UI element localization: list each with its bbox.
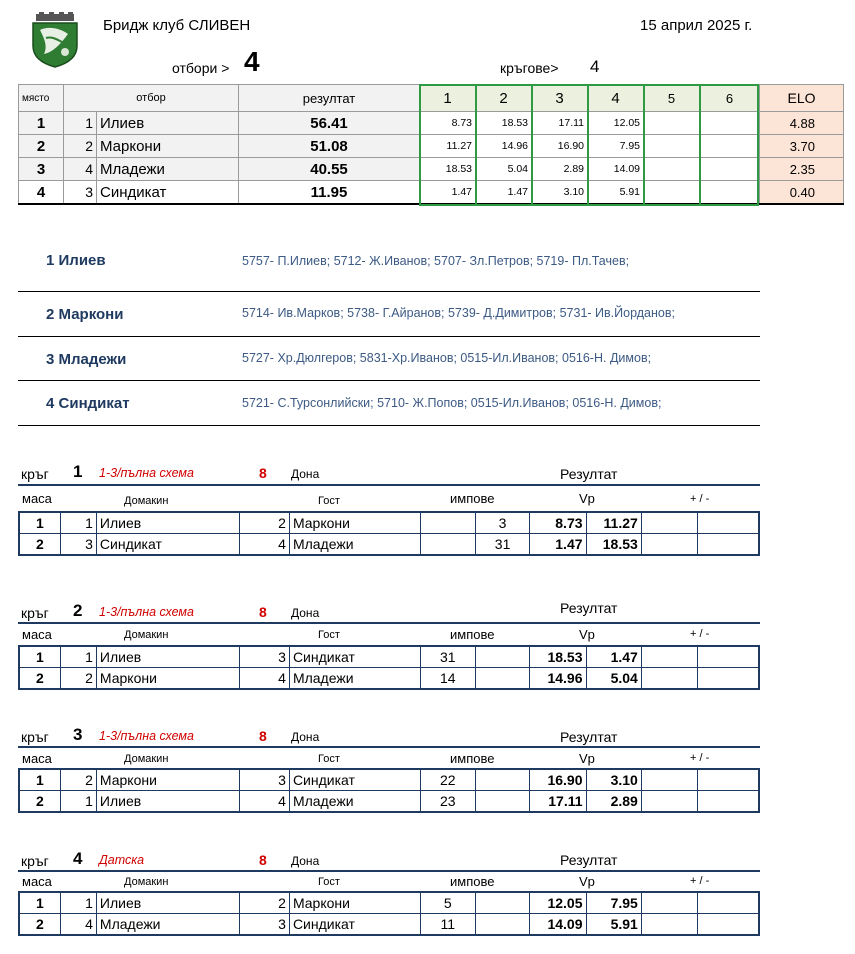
guest-imps (475, 646, 529, 668)
team-name: Младежи (97, 158, 239, 181)
roster-team: 1 Илиев (46, 252, 106, 269)
round-4-header: 4 (588, 85, 644, 112)
match-row (19, 646, 759, 668)
home-vp: 14.09 (530, 914, 586, 936)
plusminus-cell (641, 914, 697, 936)
round-score (644, 135, 700, 158)
round-1-table (18, 511, 760, 556)
team-number: 4 (64, 158, 97, 181)
match-row (19, 769, 759, 791)
place-header: място (19, 85, 64, 112)
round-header-line (18, 870, 760, 872)
place: 3 (19, 158, 64, 181)
boards-label: Дона (291, 730, 320, 744)
round-score: 11.27 (420, 135, 476, 158)
guest-number: 4 (239, 534, 289, 556)
round-2-header: 2 (476, 85, 532, 112)
guest-col-header: Гост (318, 753, 340, 765)
team-number: 2 (64, 135, 97, 158)
plusminus-cell (641, 668, 697, 690)
table-number: 2 (19, 534, 60, 556)
total-score: 56.41 (239, 112, 420, 135)
home-team: Маркони (96, 769, 239, 791)
team-name: Илиев (97, 112, 239, 135)
guest-team: Маркони (289, 512, 420, 534)
team-name: Маркони (97, 135, 239, 158)
guest-team: Синдикат (289, 769, 420, 791)
match-row (19, 512, 759, 534)
home-team: Илиев (96, 646, 239, 668)
home-team: Синдикат (96, 534, 239, 556)
home-vp: 16.90 (530, 769, 586, 791)
plusminus-cell (641, 512, 697, 534)
guest-number: 2 (239, 512, 289, 534)
home-vp: 8.73 (530, 512, 586, 534)
guest-imps (475, 791, 529, 813)
standings-row (19, 158, 844, 181)
roster-divider (18, 380, 760, 381)
guest-vp: 5.04 (586, 668, 641, 690)
home-number: 4 (60, 914, 96, 936)
plusminus-cell (641, 534, 697, 556)
plusminus-cell (698, 791, 759, 813)
home-team: Младежи (96, 914, 239, 936)
imps-col-header: импове (450, 751, 495, 766)
match-row (19, 534, 759, 556)
elo-value: 4.88 (760, 112, 844, 135)
standings-table (18, 84, 844, 205)
home-vp: 18.53 (530, 646, 586, 668)
round-score: 17.11 (532, 112, 588, 135)
round-score: 16.90 (532, 135, 588, 158)
table-col-header: маса (22, 874, 52, 889)
club-crest-icon (30, 12, 80, 68)
home-number: 3 (60, 534, 96, 556)
guest-team: Младежи (289, 791, 420, 813)
round-score (644, 181, 700, 205)
round-boards: 8 (259, 465, 267, 481)
plusminus-cell (698, 769, 759, 791)
guest-imps (475, 892, 529, 914)
elo-header: ELO (760, 85, 844, 112)
round-6-header: 6 (700, 85, 760, 112)
match-row (19, 914, 759, 936)
roster-players: 5721- С.Турсонлийски; 5710- Ж.Попов; 0515-Ил.Иванов; 0516-Н. Димов; (242, 396, 662, 410)
guest-vp: 2.89 (586, 791, 641, 813)
total-score: 51.08 (239, 135, 420, 158)
plusminus-col-header: + / - (690, 628, 710, 640)
teams-count: 4 (244, 46, 260, 77)
guest-team: Младежи (289, 534, 420, 556)
table-col-header: маса (22, 751, 52, 766)
plusminus-cell (641, 791, 697, 813)
home-col-header: Домакин (124, 876, 169, 888)
round-label: кръг (21, 605, 49, 621)
boards-label: Дона (291, 467, 320, 481)
guest-vp: 1.47 (586, 646, 641, 668)
tournament-date: 15 април 2025 г. (640, 17, 753, 34)
round-scheme: 1-3/пълна схема (99, 466, 194, 480)
imps-col-header: импове (450, 491, 495, 506)
plusminus-cell (641, 892, 697, 914)
home-imps: 31 (420, 646, 475, 668)
guest-number: 4 (239, 668, 289, 690)
home-vp: 1.47 (530, 534, 586, 556)
team-number: 3 (64, 181, 97, 205)
round-3-table (18, 768, 760, 813)
home-imps: 14 (420, 668, 475, 690)
elo-value: 2.35 (760, 158, 844, 181)
plusminus-cell (698, 668, 759, 690)
plusminus-cell (698, 892, 759, 914)
home-imps (420, 512, 475, 534)
round-score: 8.73 (420, 112, 476, 135)
standings-row (19, 135, 844, 158)
rounds-count: 4 (590, 57, 600, 76)
home-team: Илиев (96, 892, 239, 914)
home-number: 1 (60, 892, 96, 914)
round-2-table (18, 645, 760, 690)
roster-players: 5757- П.Илиев; 5712- Ж.Иванов; 5707- Зл.Петров; 5719- Пл.Тачев; (242, 254, 630, 268)
round-number: 2 (73, 601, 83, 620)
home-imps: 23 (420, 791, 475, 813)
guest-col-header: Гост (318, 876, 340, 888)
place: 4 (19, 181, 64, 205)
roster-team: 3 Младежи (46, 351, 127, 368)
home-number: 2 (60, 668, 96, 690)
result-label: Резултат (560, 852, 618, 868)
guest-team: Маркони (289, 892, 420, 914)
home-vp: 12.05 (530, 892, 586, 914)
guest-team: Синдикат (289, 914, 420, 936)
roster-team: 2 Маркони (46, 306, 124, 323)
round-boards: 8 (259, 852, 267, 868)
home-imps (420, 534, 475, 556)
home-number: 1 (60, 512, 96, 534)
guest-vp: 3.10 (586, 769, 641, 791)
guest-imps: 3 (475, 512, 529, 534)
round-score: 5.91 (588, 181, 644, 205)
table-col-header: маса (22, 491, 52, 506)
round-score (700, 135, 760, 158)
imps-col-header: импове (450, 627, 495, 642)
round-boards: 8 (259, 604, 267, 620)
round-scheme: 1-3/пълна схема (99, 605, 194, 619)
round-3-header: 3 (532, 85, 588, 112)
home-col-header: Домакин (124, 495, 169, 507)
home-imps: 22 (420, 769, 475, 791)
place: 2 (19, 135, 64, 158)
teams-label: отбори > (172, 60, 230, 76)
boards-label: Дона (291, 854, 320, 868)
rounds-label: кръгове> (500, 60, 559, 76)
home-team: Илиев (96, 512, 239, 534)
round-number: 1 (73, 462, 83, 481)
table-number: 2 (19, 914, 60, 936)
plusminus-col-header: + / - (690, 875, 710, 887)
imps-col-header: импове (450, 874, 495, 889)
guest-team: Синдикат (289, 646, 420, 668)
guest-imps (475, 668, 529, 690)
guest-vp: 18.53 (586, 534, 641, 556)
guest-col-header: Гост (318, 629, 340, 641)
result-label: Резултат (560, 600, 618, 616)
table-number: 2 (19, 791, 60, 813)
round-score (700, 181, 760, 205)
vp-col-header: Vp (579, 751, 595, 766)
table-number: 1 (19, 769, 60, 791)
plusminus-cell (641, 646, 697, 668)
table-number: 2 (19, 668, 60, 690)
table-col-header: маса (22, 627, 52, 642)
round-4-table (18, 891, 760, 936)
plusminus-cell (698, 914, 759, 936)
roster-divider (18, 336, 760, 337)
club-name: Бридж клуб СЛИВЕН (103, 17, 251, 34)
team-name: Синдикат (97, 181, 239, 205)
table-number: 1 (19, 512, 60, 534)
round-score: 14.96 (476, 135, 532, 158)
guest-vp: 7.95 (586, 892, 641, 914)
round-scheme: 1-3/пълна схема (99, 729, 194, 743)
guest-imps: 31 (475, 534, 529, 556)
round-score: 2.89 (532, 158, 588, 181)
round-header-line (18, 746, 760, 748)
round-score (644, 112, 700, 135)
guest-number: 4 (239, 791, 289, 813)
home-col-header: Домакин (124, 753, 169, 765)
guest-imps (475, 914, 529, 936)
round-5-header: 5 (644, 85, 700, 112)
round-label: кръг (21, 466, 49, 482)
round-header-line (18, 484, 760, 486)
home-number: 2 (60, 769, 96, 791)
round-label: кръг (21, 729, 49, 745)
total-score: 11.95 (239, 181, 420, 205)
round-1-header: 1 (420, 85, 476, 112)
guest-vp: 11.27 (586, 512, 641, 534)
plusminus-cell (698, 646, 759, 668)
home-team: Маркони (96, 668, 239, 690)
vp-col-header: Vp (579, 627, 595, 642)
roster-team: 4 Синдикат (46, 395, 130, 412)
guest-vp: 5.91 (586, 914, 641, 936)
home-team: Илиев (96, 791, 239, 813)
roster-players: 5714- Ив.Марков; 5738- Г.Айранов; 5739- Д.Димитров; 5731- Ив.Йорданов; (242, 306, 675, 320)
plusminus-cell (698, 534, 759, 556)
round-score: 1.47 (420, 181, 476, 205)
result-header: резултат (239, 85, 420, 112)
plusminus-cell (698, 512, 759, 534)
round-score: 5.04 (476, 158, 532, 181)
round-score: 1.47 (476, 181, 532, 205)
standings-row (19, 112, 844, 135)
home-imps: 5 (420, 892, 475, 914)
roster-players: 5727- Хр.Дюлгеров; 5831-Хр.Иванов; 0515-Ил.Иванов; 0516-Н. Димов; (242, 351, 652, 365)
match-row (19, 668, 759, 690)
guest-team: Младежи (289, 668, 420, 690)
table-number: 1 (19, 892, 60, 914)
elo-value: 0.40 (760, 181, 844, 205)
result-label: Резултат (560, 466, 618, 482)
round-score: 3.10 (532, 181, 588, 205)
standings-header-row (19, 85, 844, 112)
round-score (700, 112, 760, 135)
vp-col-header: Vp (579, 874, 595, 889)
plusminus-col-header: + / - (690, 493, 710, 505)
round-label: кръг (21, 853, 49, 869)
roster-divider (18, 425, 760, 426)
round-header-line (18, 622, 760, 624)
home-col-header: Домакин (124, 629, 169, 641)
guest-col-header: Гост (318, 495, 340, 507)
round-score (644, 158, 700, 181)
round-boards: 8 (259, 728, 267, 744)
team-number: 1 (64, 112, 97, 135)
elo-value: 3.70 (760, 135, 844, 158)
team-header: отбор (64, 85, 239, 112)
home-number: 1 (60, 791, 96, 813)
home-imps: 11 (420, 914, 475, 936)
round-score: 18.53 (420, 158, 476, 181)
match-row (19, 892, 759, 914)
result-label: Резултат (560, 729, 618, 745)
round-number: 3 (73, 725, 83, 744)
guest-number: 3 (239, 646, 289, 668)
round-scheme: Датска (99, 853, 145, 867)
home-number: 1 (60, 646, 96, 668)
roster-divider (18, 291, 760, 292)
match-row (19, 791, 759, 813)
place: 1 (19, 112, 64, 135)
guest-imps (475, 769, 529, 791)
round-score: 14.09 (588, 158, 644, 181)
round-score: 18.53 (476, 112, 532, 135)
total-score: 40.55 (239, 158, 420, 181)
home-vp: 14.96 (530, 668, 586, 690)
guest-number: 3 (239, 769, 289, 791)
guest-number: 3 (239, 914, 289, 936)
round-score (700, 158, 760, 181)
table-number: 1 (19, 646, 60, 668)
plusminus-col-header: + / - (690, 752, 710, 764)
vp-col-header: Vp (579, 491, 595, 506)
standings-row (19, 181, 844, 205)
home-vp: 17.11 (530, 791, 586, 813)
guest-number: 2 (239, 892, 289, 914)
round-score: 7.95 (588, 135, 644, 158)
round-score: 12.05 (588, 112, 644, 135)
plusminus-cell (641, 769, 697, 791)
boards-label: Дона (291, 606, 320, 620)
round-number: 4 (73, 849, 83, 868)
